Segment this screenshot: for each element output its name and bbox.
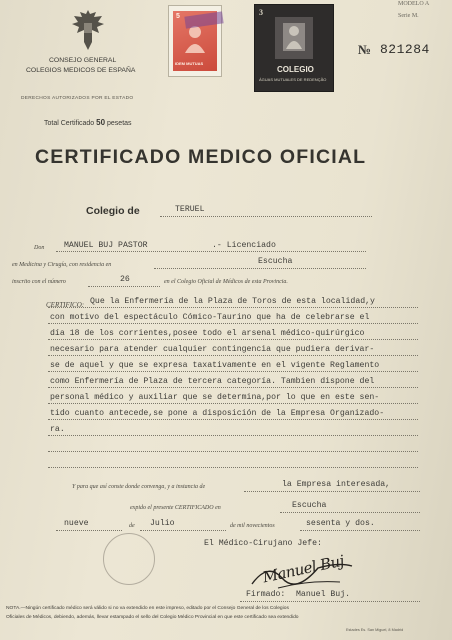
certifico-line-4: necesario para atender cualquier contingencia que pudiera derivar- <box>50 345 375 354</box>
series-label: Serie M. <box>398 13 419 19</box>
total-certificate <box>44 118 132 127</box>
org-name-line1: CONSEJO GENERAL <box>49 57 117 64</box>
doctor-name: MANUEL BUJ PASTOR <box>64 241 148 250</box>
date-de: de <box>129 523 135 529</box>
firmado-name: Manuel Buj. <box>296 590 351 599</box>
closing-line2-text: expido el presente CERTIFICADO en <box>130 505 221 511</box>
org-authorized-line: DERECHOS AUTORIZADOS POR EL ESTADO <box>21 96 134 101</box>
place-rule <box>280 512 420 513</box>
colegio-label: Colegio de <box>86 205 140 217</box>
total-label: Total Certificado <box>44 120 95 127</box>
certifico-rule-7 <box>48 403 418 404</box>
certifico-rule-8 <box>48 419 418 420</box>
stamp-text: IDEM MUTUAS <box>175 61 204 66</box>
certifico-line-9: ra. <box>50 425 65 434</box>
certifico-label: CERTIFICO: <box>46 301 85 309</box>
org-name-line2: COLEGIOS MEDICOS DE ESPAÑA <box>26 67 136 74</box>
colegio-oficial-text: en el Colegio Oficial de Médicos de esta Provincia. <box>164 279 288 285</box>
instancia-rule <box>244 491 420 492</box>
certifico-line-6: como Enfermería de Plaza de tercera categoría. Tambien dispone del <box>50 377 375 386</box>
don-label: Don <box>34 245 45 251</box>
certifico-rule-10 <box>48 451 418 452</box>
certifico-rule-5 <box>48 371 418 372</box>
inscrito-rule <box>88 286 160 287</box>
certificate-number: 821284 <box>380 42 430 57</box>
stamp2-emblem-icon <box>269 13 319 63</box>
stamp2-line2: ÁGUAS MUTUALES DE REDENÇÃO <box>259 77 327 82</box>
certifico-rule-2 <box>48 323 418 324</box>
certifico-rule-9 <box>48 435 418 436</box>
certifico-line-2: con motivo del espectáculo Cómico-Taurino que ha de celebrarse el <box>50 313 370 322</box>
date-day: nueve <box>64 519 89 528</box>
certifico-line-5: se de aquel y que se expresa taxativamente en el vigente Reglamento <box>50 361 380 370</box>
closing-line1-text: Y para que así conste donde convenga, y a instancia de <box>72 484 206 490</box>
stamp2-value: 3 <box>259 8 263 17</box>
certifico-line-8: tido cuanto antecede,se pone a disposición de la Empresa Organizado- <box>50 409 385 418</box>
total-amount: 50 <box>96 118 106 127</box>
certifico-rule-1 <box>48 307 418 308</box>
certifico-rule-3 <box>48 339 418 340</box>
day-rule <box>56 530 122 531</box>
footer-nota-line2: Oficiales de Médicos, debiendo, además, llevar estampado el sello del Colegio Médico Provincial en que este certificado sea extendido <box>6 615 299 620</box>
colegio-stamp-black <box>254 4 334 92</box>
inscrito-label: inscrito con el número <box>12 279 66 285</box>
colegio-value: TERUEL <box>175 205 205 214</box>
month-rule <box>140 530 226 531</box>
place-value: Escucha <box>292 501 327 510</box>
role-title: El Médico-Cirujano Jefe: <box>204 539 322 548</box>
date-year: sesenta y dos. <box>306 519 375 528</box>
date-year-text: de mil novecientos <box>230 523 275 529</box>
date-month: Julio <box>150 519 175 528</box>
footer-nota-line1: NOTA.—Ningún certificado médico será válido si no va extendido en este impreso, editado por el Consejo General de los Colegios <box>6 606 289 611</box>
signature-flourish-icon <box>248 556 358 592</box>
residence-value: Escucha <box>258 257 293 266</box>
certifico-rule-11 <box>48 467 418 468</box>
handwritten-signature: Manuel Buj <box>261 551 346 587</box>
inscrito-number: 26 <box>120 275 130 284</box>
licenciado-text: .- Licenciado <box>212 241 276 250</box>
doctor-rule <box>56 251 366 252</box>
document-title: CERTIFICADO MEDICO OFICIAL <box>35 146 367 168</box>
year-rule <box>300 530 420 531</box>
certifico-rule-4 <box>48 355 418 356</box>
fiscal-stamp-red <box>168 5 222 77</box>
printer-imprint: Estades Es. San Miguel, 8 Madrid <box>346 628 404 632</box>
certifico-line-7: personal médico y auxiliar que se determina,por lo que en este sen- <box>50 393 380 402</box>
firmado-rule <box>240 601 420 602</box>
instancia-value: la Empresa interesada, <box>282 480 391 489</box>
colegio-rule <box>160 216 372 217</box>
certifico-line-1: Que la Enfermería de la Plaza de Toros de esta localidad,y <box>90 297 375 306</box>
number-prefix: № <box>358 42 372 57</box>
stamp2-line1: COLEGIO <box>277 65 314 74</box>
residence-rule <box>154 268 366 269</box>
stamp-value: 5 <box>176 13 180 20</box>
eagle-crest-icon <box>70 8 106 52</box>
total-unit: pesetas <box>107 120 132 127</box>
firmado-label: Firmado: <box>246 590 286 599</box>
certifico-rule-6 <box>48 387 418 388</box>
medicina-label: en Medicina y Cirugía, con residencia en <box>12 262 112 268</box>
colegio-seal-faded <box>103 533 155 585</box>
certifico-line-3: día 18 de los corrientes,posee todo el arsenal médico-quirúrgico <box>50 329 365 338</box>
model-code: MODELO A <box>398 1 430 7</box>
